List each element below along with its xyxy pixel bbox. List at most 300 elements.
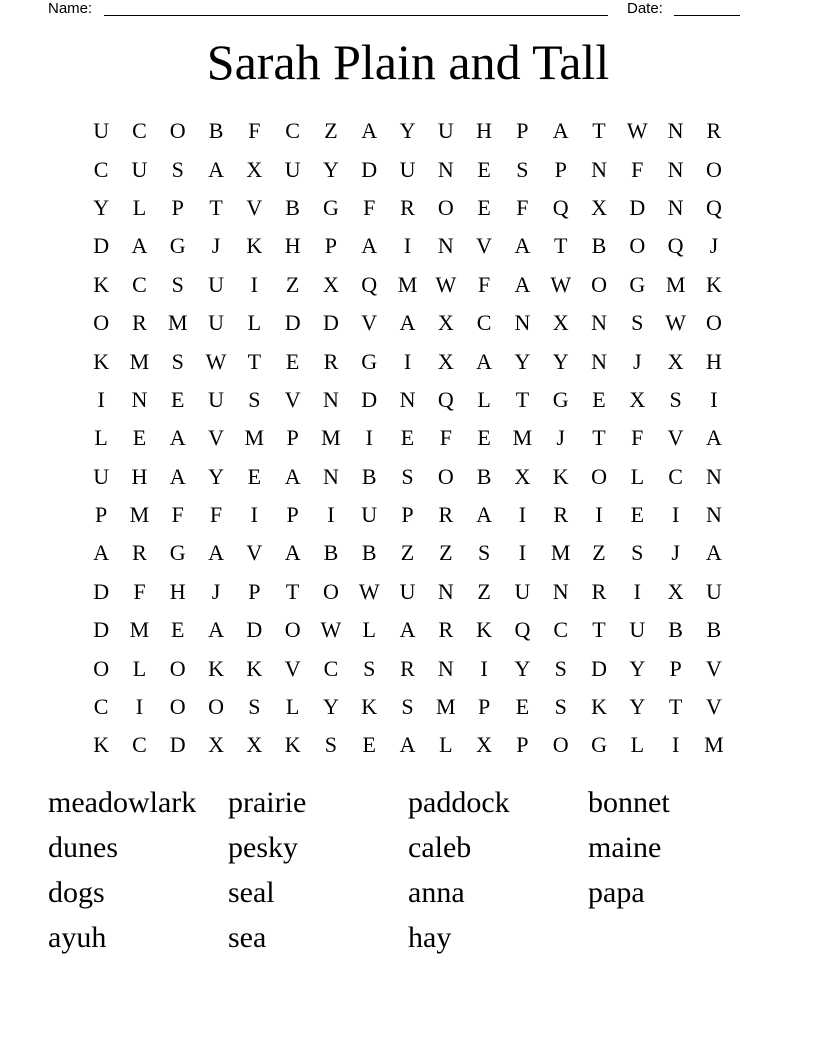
- grid-cell: A: [169, 463, 186, 489]
- grid-cell: I: [327, 502, 335, 528]
- grid-cell: W: [665, 310, 686, 336]
- grid-cell: Z: [592, 540, 606, 566]
- word-list-item: dunes: [48, 831, 118, 864]
- grid-cell: W: [550, 271, 572, 297]
- grid-cell: M: [321, 425, 341, 451]
- grid-cell: I: [403, 348, 412, 374]
- word-list-item: bonnet: [588, 786, 670, 819]
- grid-cell: X: [629, 386, 646, 412]
- grid-cell: R: [132, 540, 147, 566]
- grid-cell: A: [361, 118, 378, 144]
- grid-cell: I: [671, 732, 680, 758]
- grid-cell: D: [591, 655, 607, 681]
- grid-cell: U: [705, 578, 722, 604]
- grid-cell: L: [630, 732, 645, 758]
- letter-grid: [82, 112, 733, 765]
- word-list-item: prairie: [228, 786, 307, 819]
- grid-cell: V: [246, 540, 263, 566]
- grid-cell: F: [631, 156, 644, 182]
- grid-cell: X: [667, 578, 684, 604]
- name-blank-line: [104, 15, 608, 16]
- grid-cell: M: [167, 310, 188, 336]
- grid-cell: X: [476, 732, 493, 758]
- grid-cell: G: [169, 233, 186, 259]
- grid-cell: F: [516, 194, 529, 220]
- grid-cell: A: [705, 425, 722, 451]
- grid-cell: S: [401, 694, 414, 720]
- grid-cell: L: [94, 425, 108, 451]
- grid-cell: U: [208, 271, 224, 297]
- grid-cell: Y: [322, 156, 339, 182]
- grid-cell: G: [169, 540, 186, 566]
- grid-cell: R: [553, 502, 569, 528]
- grid-cell: Q: [552, 194, 569, 220]
- grid-cell: S: [477, 540, 491, 566]
- grid-cell: P: [669, 655, 682, 681]
- grid-cell: G: [591, 732, 607, 758]
- grid-cell: U: [208, 386, 224, 412]
- grid-cell: C: [476, 310, 492, 336]
- grid-cell: L: [362, 617, 376, 643]
- grid-cell: F: [248, 118, 261, 144]
- grid-cell: K: [93, 732, 110, 758]
- grid-cell: V: [667, 425, 684, 451]
- grid-cell: C: [132, 271, 147, 297]
- grid-cell: O: [705, 310, 722, 336]
- grid-cell: L: [285, 694, 300, 720]
- grid-cell: P: [554, 156, 567, 182]
- grid-cell: I: [518, 540, 527, 566]
- grid-cell: G: [322, 194, 339, 220]
- date-label: Date:: [627, 0, 663, 17]
- grid-cell: A: [284, 540, 301, 566]
- grid-cell: F: [439, 425, 452, 451]
- word-list-item: meadowlark: [48, 786, 197, 819]
- grid-cell: Q: [361, 271, 378, 297]
- grid-cell: V: [246, 194, 263, 220]
- grid-cell: M: [129, 348, 150, 374]
- grid-cell: K: [284, 732, 301, 758]
- grid-cell: K: [208, 655, 224, 681]
- grid-cell: E: [477, 425, 491, 451]
- grid-cell: M: [397, 271, 418, 297]
- grid-cell: D: [93, 578, 110, 604]
- grid-cell: X: [322, 271, 339, 297]
- grid-cell: D: [284, 310, 301, 336]
- grid-cell: O: [208, 694, 224, 720]
- grid-cell: J: [211, 578, 221, 604]
- grid-cell: Z: [285, 271, 300, 297]
- word-list-item: sea: [228, 921, 267, 954]
- grid-cell: R: [438, 502, 454, 528]
- grid-cell: E: [247, 463, 262, 489]
- grid-cell: S: [554, 694, 567, 720]
- grid-cell: D: [361, 386, 378, 412]
- grid-cell: O: [591, 271, 607, 297]
- grid-cell: K: [476, 617, 493, 643]
- grid-cell: L: [630, 463, 645, 489]
- grid-cell: P: [401, 502, 414, 528]
- grid-cell: C: [132, 732, 147, 758]
- grid-cell: W: [358, 578, 380, 604]
- grid-cell: C: [93, 156, 109, 182]
- word-list-item: hay: [408, 921, 452, 954]
- word-list-item: paddock: [408, 786, 510, 819]
- grid-cell: B: [361, 540, 377, 566]
- grid-cell: U: [399, 578, 416, 604]
- grid-cell: K: [246, 655, 263, 681]
- grid-cell: P: [286, 425, 299, 451]
- grid-cell: E: [592, 386, 606, 412]
- grid-cell: D: [246, 617, 263, 643]
- grid-cell: R: [438, 617, 454, 643]
- grid-cell: K: [361, 694, 378, 720]
- word-list-item: dogs: [48, 876, 105, 909]
- grid-cell: X: [667, 348, 684, 374]
- grid-cell: W: [435, 271, 457, 297]
- word-list-item: anna: [408, 876, 465, 909]
- grid-cell: K: [93, 271, 110, 297]
- grid-cell: A: [93, 540, 110, 566]
- grid-cell: S: [631, 540, 644, 566]
- grid-cell: A: [284, 463, 301, 489]
- grid-cell: E: [171, 617, 185, 643]
- grid-cell: I: [671, 502, 680, 528]
- grid-cell: P: [477, 694, 491, 720]
- grid-cell: M: [512, 425, 533, 451]
- grid-cell: R: [591, 578, 607, 604]
- grid-cell: Y: [629, 655, 646, 681]
- grid-cell: E: [400, 425, 415, 451]
- grid-cell: V: [476, 233, 493, 259]
- grid-cell: S: [516, 156, 529, 182]
- grid-cell: E: [285, 348, 300, 374]
- grid-cell: Y: [399, 118, 416, 144]
- grid-cell: P: [95, 502, 108, 528]
- word-list-item: caleb: [408, 831, 472, 864]
- grid-cell: S: [554, 655, 567, 681]
- grid-cell: M: [244, 425, 265, 451]
- grid-cell: Q: [514, 617, 531, 643]
- grid-cell: P: [516, 118, 529, 144]
- grid-cell: O: [629, 233, 646, 259]
- grid-cell: C: [285, 118, 300, 144]
- grid-cell: O: [437, 194, 454, 220]
- grid-cell: B: [361, 463, 377, 489]
- grid-cell: A: [208, 540, 224, 566]
- grid-cell: V: [284, 386, 301, 412]
- grid-cell: S: [171, 348, 184, 374]
- grid-cell: A: [552, 118, 569, 144]
- grid-cell: H: [476, 118, 493, 144]
- grid-cell: N: [399, 386, 416, 412]
- grid-cell: Z: [439, 540, 453, 566]
- word-list: [48, 780, 768, 960]
- grid-cell: U: [131, 156, 148, 182]
- grid-cell: A: [208, 617, 224, 643]
- grid-cell: O: [93, 310, 110, 336]
- grid-cell: Z: [324, 118, 338, 144]
- grid-cell: C: [323, 655, 339, 681]
- grid-cell: I: [135, 694, 144, 720]
- grid-cell: N: [322, 386, 339, 412]
- grid-cell: O: [169, 118, 186, 144]
- grid-cell: T: [592, 118, 606, 144]
- grid-cell: I: [518, 502, 527, 528]
- grid-cell: O: [705, 156, 722, 182]
- grid-cell: E: [477, 194, 491, 220]
- grid-cell: A: [514, 233, 531, 259]
- grid-cell: F: [477, 271, 491, 297]
- grid-cell: A: [169, 425, 186, 451]
- grid-cell: A: [476, 348, 493, 374]
- grid-cell: Z: [477, 578, 491, 604]
- grid-cell: H: [169, 578, 186, 604]
- grid-cell: V: [208, 425, 224, 451]
- grid-cell: A: [361, 233, 378, 259]
- grid-cell: C: [132, 118, 147, 144]
- grid-cell: D: [93, 233, 110, 259]
- grid-cell: S: [669, 386, 682, 412]
- grid-cell: T: [285, 578, 300, 604]
- grid-cell: V: [705, 694, 722, 720]
- grid-cell: B: [208, 118, 224, 144]
- grid-cell: O: [284, 617, 301, 643]
- grid-cell: N: [591, 310, 607, 336]
- date-blank-line: [674, 15, 740, 16]
- grid-cell: O: [169, 694, 186, 720]
- grid-cell: L: [132, 194, 147, 220]
- grid-cell: K: [552, 463, 569, 489]
- grid-cell: X: [437, 348, 454, 374]
- grid-cell: J: [633, 348, 642, 374]
- grid-cell: M: [550, 540, 571, 566]
- grid-cell: D: [629, 194, 646, 220]
- grid-cell: F: [209, 502, 223, 528]
- grid-cell: V: [284, 655, 301, 681]
- grid-cell: N: [437, 578, 454, 604]
- grid-cell: F: [133, 578, 146, 604]
- grid-cell: B: [591, 233, 607, 259]
- grid-cell: L: [247, 310, 262, 336]
- grid-cell: J: [671, 540, 680, 566]
- grid-cell: D: [322, 310, 339, 336]
- grid-cell: S: [363, 655, 376, 681]
- word-list-item: ayuh: [48, 921, 107, 954]
- grid-cell: Y: [322, 694, 339, 720]
- grid-cell: M: [436, 694, 456, 720]
- grid-cell: V: [705, 655, 722, 681]
- grid-cell: N: [437, 233, 454, 259]
- grid-cell: Q: [437, 386, 454, 412]
- grid-cell: N: [705, 502, 722, 528]
- grid-cell: G: [629, 271, 646, 297]
- name-label: Name:: [48, 0, 93, 17]
- grid-cell: B: [285, 194, 300, 220]
- grid-cell: F: [171, 502, 184, 528]
- grid-cell: L: [439, 732, 453, 758]
- grid-cell: T: [553, 233, 568, 259]
- grid-cell: N: [131, 386, 148, 412]
- grid-cell: U: [629, 617, 646, 643]
- word-list-item: papa: [588, 876, 645, 909]
- grid-cell: A: [399, 617, 416, 643]
- grid-cell: N: [667, 156, 684, 182]
- grid-cell: D: [93, 617, 110, 643]
- grid-cell: G: [361, 348, 378, 374]
- grid-cell: I: [480, 655, 488, 681]
- grid-cell: C: [668, 463, 683, 489]
- grid-cell: C: [93, 694, 109, 720]
- grid-cell: I: [595, 502, 603, 528]
- grid-cell: O: [552, 732, 569, 758]
- grid-cell: E: [171, 386, 185, 412]
- grid-cell: S: [171, 271, 184, 297]
- grid-cell: N: [552, 578, 569, 604]
- grid-cell: N: [705, 463, 722, 489]
- grid-cell: J: [556, 425, 565, 451]
- grid-cell: S: [171, 156, 184, 182]
- grid-cell: X: [208, 732, 224, 758]
- grid-cell: I: [250, 502, 258, 528]
- grid-cell: O: [322, 578, 339, 604]
- grid-cell: Y: [629, 694, 646, 720]
- grid-cell: K: [705, 271, 722, 297]
- grid-cell: I: [250, 271, 258, 297]
- grid-cell: J: [709, 233, 719, 259]
- grid-cell: E: [515, 694, 530, 720]
- grid-cell: K: [246, 233, 263, 259]
- grid-cell: P: [516, 732, 529, 758]
- grid-cell: T: [668, 694, 683, 720]
- grid-cell: W: [320, 617, 342, 643]
- grid-cell: K: [93, 348, 110, 374]
- grid-cell: U: [93, 463, 110, 489]
- page-title: Sarah Plain and Tall: [206, 34, 610, 90]
- grid-cell: B: [323, 540, 339, 566]
- grid-cell: U: [208, 310, 224, 336]
- grid-cell: W: [626, 118, 648, 144]
- grid-cell: V: [361, 310, 378, 336]
- grid-cell: B: [668, 617, 683, 643]
- grid-cell: H: [284, 233, 301, 259]
- grid-cell: P: [248, 578, 261, 604]
- grid-cell: A: [208, 156, 224, 182]
- grid-cell: E: [132, 425, 147, 451]
- grid-cell: W: [205, 348, 227, 374]
- grid-cell: I: [633, 578, 641, 604]
- grid-cell: A: [705, 540, 722, 566]
- grid-cell: E: [630, 502, 645, 528]
- grid-cell: Y: [514, 348, 531, 374]
- grid-cell: N: [322, 463, 339, 489]
- grid-cell: P: [324, 233, 338, 259]
- grid-cell: D: [169, 732, 186, 758]
- grid-cell: N: [667, 194, 684, 220]
- grid-cell: O: [169, 655, 186, 681]
- header: [0, 0, 816, 20]
- grid-cell: A: [514, 271, 531, 297]
- grid-cell: Z: [400, 540, 415, 566]
- grid-cell: T: [592, 617, 606, 643]
- grid-cell: A: [476, 502, 493, 528]
- grid-cell: U: [284, 156, 301, 182]
- grid-cell: F: [631, 425, 644, 451]
- grid-cell: R: [706, 118, 722, 144]
- grid-cell: L: [477, 386, 491, 412]
- grid-cell: N: [591, 156, 607, 182]
- grid-cell: F: [363, 194, 376, 220]
- grid-cell: K: [591, 694, 607, 720]
- grid-cell: H: [705, 348, 722, 374]
- grid-cell: T: [247, 348, 262, 374]
- grid-cell: N: [437, 655, 454, 681]
- grid-cell: R: [323, 348, 339, 374]
- grid-cell: M: [704, 732, 724, 758]
- grid-cell: N: [437, 156, 454, 182]
- grid-cell: L: [132, 655, 147, 681]
- grid-cell: N: [514, 310, 531, 336]
- grid-cell: I: [403, 233, 412, 259]
- grid-cell: A: [399, 732, 416, 758]
- grid-cell: U: [93, 118, 110, 144]
- grid-cell: S: [401, 463, 414, 489]
- grid-cell: Y: [93, 194, 110, 220]
- grid-cell: Y: [208, 463, 224, 489]
- grid-cell: X: [514, 463, 531, 489]
- grid-cell: J: [211, 233, 221, 259]
- grid-cell: X: [246, 732, 263, 758]
- grid-cell: X: [437, 310, 454, 336]
- grid-cell: H: [131, 463, 148, 489]
- grid-cell: X: [552, 310, 569, 336]
- grid-cell: R: [400, 194, 415, 220]
- word-list-item: maine: [588, 831, 662, 864]
- grid-cell: Q: [667, 233, 684, 259]
- grid-cell: M: [129, 502, 150, 528]
- grid-cell: E: [477, 156, 491, 182]
- grid-cell: N: [667, 118, 684, 144]
- grid-cell: A: [399, 310, 416, 336]
- grid-cell: I: [365, 425, 373, 451]
- word-list-item: seal: [228, 876, 275, 909]
- grid-cell: S: [248, 386, 261, 412]
- grid-cell: M: [129, 617, 150, 643]
- grid-cell: Y: [514, 655, 531, 681]
- grid-cell: O: [437, 463, 454, 489]
- grid-cell: C: [553, 617, 569, 643]
- word-list-item: pesky: [228, 831, 298, 864]
- grid-cell: A: [131, 233, 148, 259]
- grid-cell: O: [591, 463, 607, 489]
- grid-cell: X: [591, 194, 607, 220]
- grid-cell: O: [93, 655, 110, 681]
- grid-cell: U: [514, 578, 531, 604]
- grid-cell: U: [437, 118, 454, 144]
- grid-cell: R: [132, 310, 147, 336]
- grid-cell: U: [361, 502, 378, 528]
- grid-cell: I: [97, 386, 105, 412]
- grid-cell: D: [361, 156, 378, 182]
- grid-cell: Y: [552, 348, 569, 374]
- grid-cell: P: [171, 194, 184, 220]
- grid-cell: T: [209, 194, 223, 220]
- grid-cell: S: [631, 310, 644, 336]
- grid-cell: R: [400, 655, 415, 681]
- grid-cell: B: [706, 617, 722, 643]
- grid-cell: X: [246, 156, 263, 182]
- grid-cell: U: [399, 156, 416, 182]
